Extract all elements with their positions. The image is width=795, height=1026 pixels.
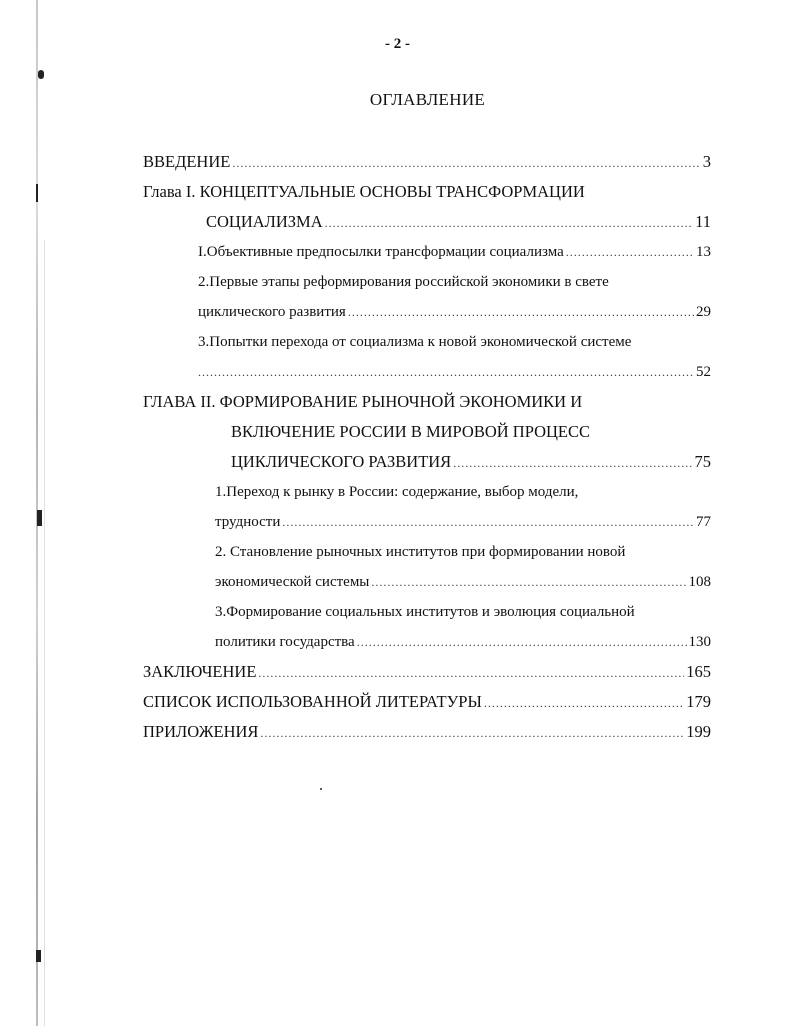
toc-entry-page: 77	[696, 514, 711, 530]
leader-dots	[484, 691, 684, 715]
toc-entry-section-2-1	[215, 510, 711, 534]
toc-entry-label: ВВЕДЕНИЕ	[143, 152, 231, 171]
toc-entry-page: 108	[688, 574, 711, 590]
toc-entry-chapter-1	[206, 210, 711, 234]
toc-entry-label: трудности	[215, 514, 281, 530]
binding-edge-shadow	[44, 240, 45, 1026]
section-1-3-line1: 3.Попытки перехода от социализма к новой экономической системе	[198, 334, 632, 350]
toc-entry-section-2-2	[215, 570, 711, 594]
leader-dots	[232, 151, 700, 175]
section-2-3-line1: 3.Формирование социальных институтов и эволюция социальной	[215, 604, 635, 620]
leader-dots	[282, 510, 694, 534]
toc-entry-appendices	[143, 720, 711, 744]
scan-speck	[37, 510, 42, 526]
section-1-2-line1: 2.Первые этапы реформирования российской экономики в свете	[198, 274, 609, 290]
toc-entry-page: 75	[694, 452, 711, 471]
toc-entry-section-1-2	[198, 300, 711, 324]
leader-dots	[371, 570, 686, 594]
toc-entry-page: 3	[702, 152, 711, 171]
scan-speck	[36, 184, 38, 202]
leader-dots	[348, 300, 694, 324]
toc-entry-page: 165	[686, 662, 711, 681]
toc-entry-chapter-2	[231, 450, 711, 474]
toc-entry-label: экономической системы	[215, 574, 370, 590]
toc-entry-label: ПРИЛОЖЕНИЯ	[143, 722, 259, 741]
scan-speck	[36, 950, 41, 962]
scan-speck	[38, 70, 44, 79]
chapter-2-heading-line1: ГЛАВА II. ФОРМИРОВАНИЕ РЫНОЧНОЙ ЭКОНОМИКИ И	[143, 392, 583, 411]
chapter-2-heading-line3: ЦИКЛИЧЕСКОГО РАЗВИТИЯ	[231, 452, 452, 471]
leader-dots	[453, 451, 692, 475]
toc-entry-page: 29	[696, 304, 711, 320]
toc-entry-page: 179	[686, 692, 711, 711]
toc-entry-label: политики государства	[215, 634, 355, 650]
chapter-1-heading-line1: Глава I. КОНЦЕПТУАЛЬНЫЕ ОСНОВЫ ТРАНСФОРМАЦИИ	[143, 182, 585, 201]
toc-entry-intro	[143, 150, 711, 174]
toc-entry-conclusion	[143, 660, 711, 684]
toc-entry-bibliography	[143, 690, 711, 714]
toc-entry-page: 199	[686, 722, 711, 741]
section-2-1-line1: 1.Переход к рынку в России: содержание, выбор модели,	[215, 484, 579, 500]
leader-dots	[357, 630, 687, 654]
toc-entry-page: 13	[696, 244, 711, 260]
section-2-2-line1: 2. Становление рыночных институтов при формировании новой	[215, 544, 626, 560]
leader-dots	[566, 240, 694, 264]
leader-dots	[198, 360, 694, 384]
page-number: - 2 -	[385, 36, 410, 52]
toc-entry-section-1-1	[198, 240, 711, 264]
chapter-2-heading-line2: ВКЛЮЧЕНИЕ РОССИИ В МИРОВОЙ ПРОЦЕСС	[231, 422, 591, 441]
leader-dots	[260, 721, 684, 745]
toc-entry-page: 11	[695, 212, 711, 231]
toc-entry-label: циклического развития	[198, 304, 346, 320]
toc-entry-label: СПИСОК ИСПОЛЬЗОВАННОЙ ЛИТЕРАТУРЫ	[143, 692, 482, 711]
toc-title: ОГЛАВЛЕНИЕ	[369, 90, 486, 109]
scan-speck	[320, 788, 322, 790]
toc-entry-section-2-3	[215, 630, 711, 654]
toc-entry-label: ЗАКЛЮЧЕНИЕ	[143, 662, 257, 681]
toc-entry-section-1-3	[198, 360, 711, 384]
toc-entry-label: I.Объективные предпосылки трансформации социализма	[198, 244, 564, 260]
toc-entry-page: 52	[696, 364, 711, 380]
toc-entry-page: 130	[688, 634, 711, 650]
chapter-1-heading-line2: СОЦИАЛИЗМА	[206, 212, 323, 231]
leader-dots	[325, 211, 693, 235]
leader-dots	[258, 661, 684, 685]
